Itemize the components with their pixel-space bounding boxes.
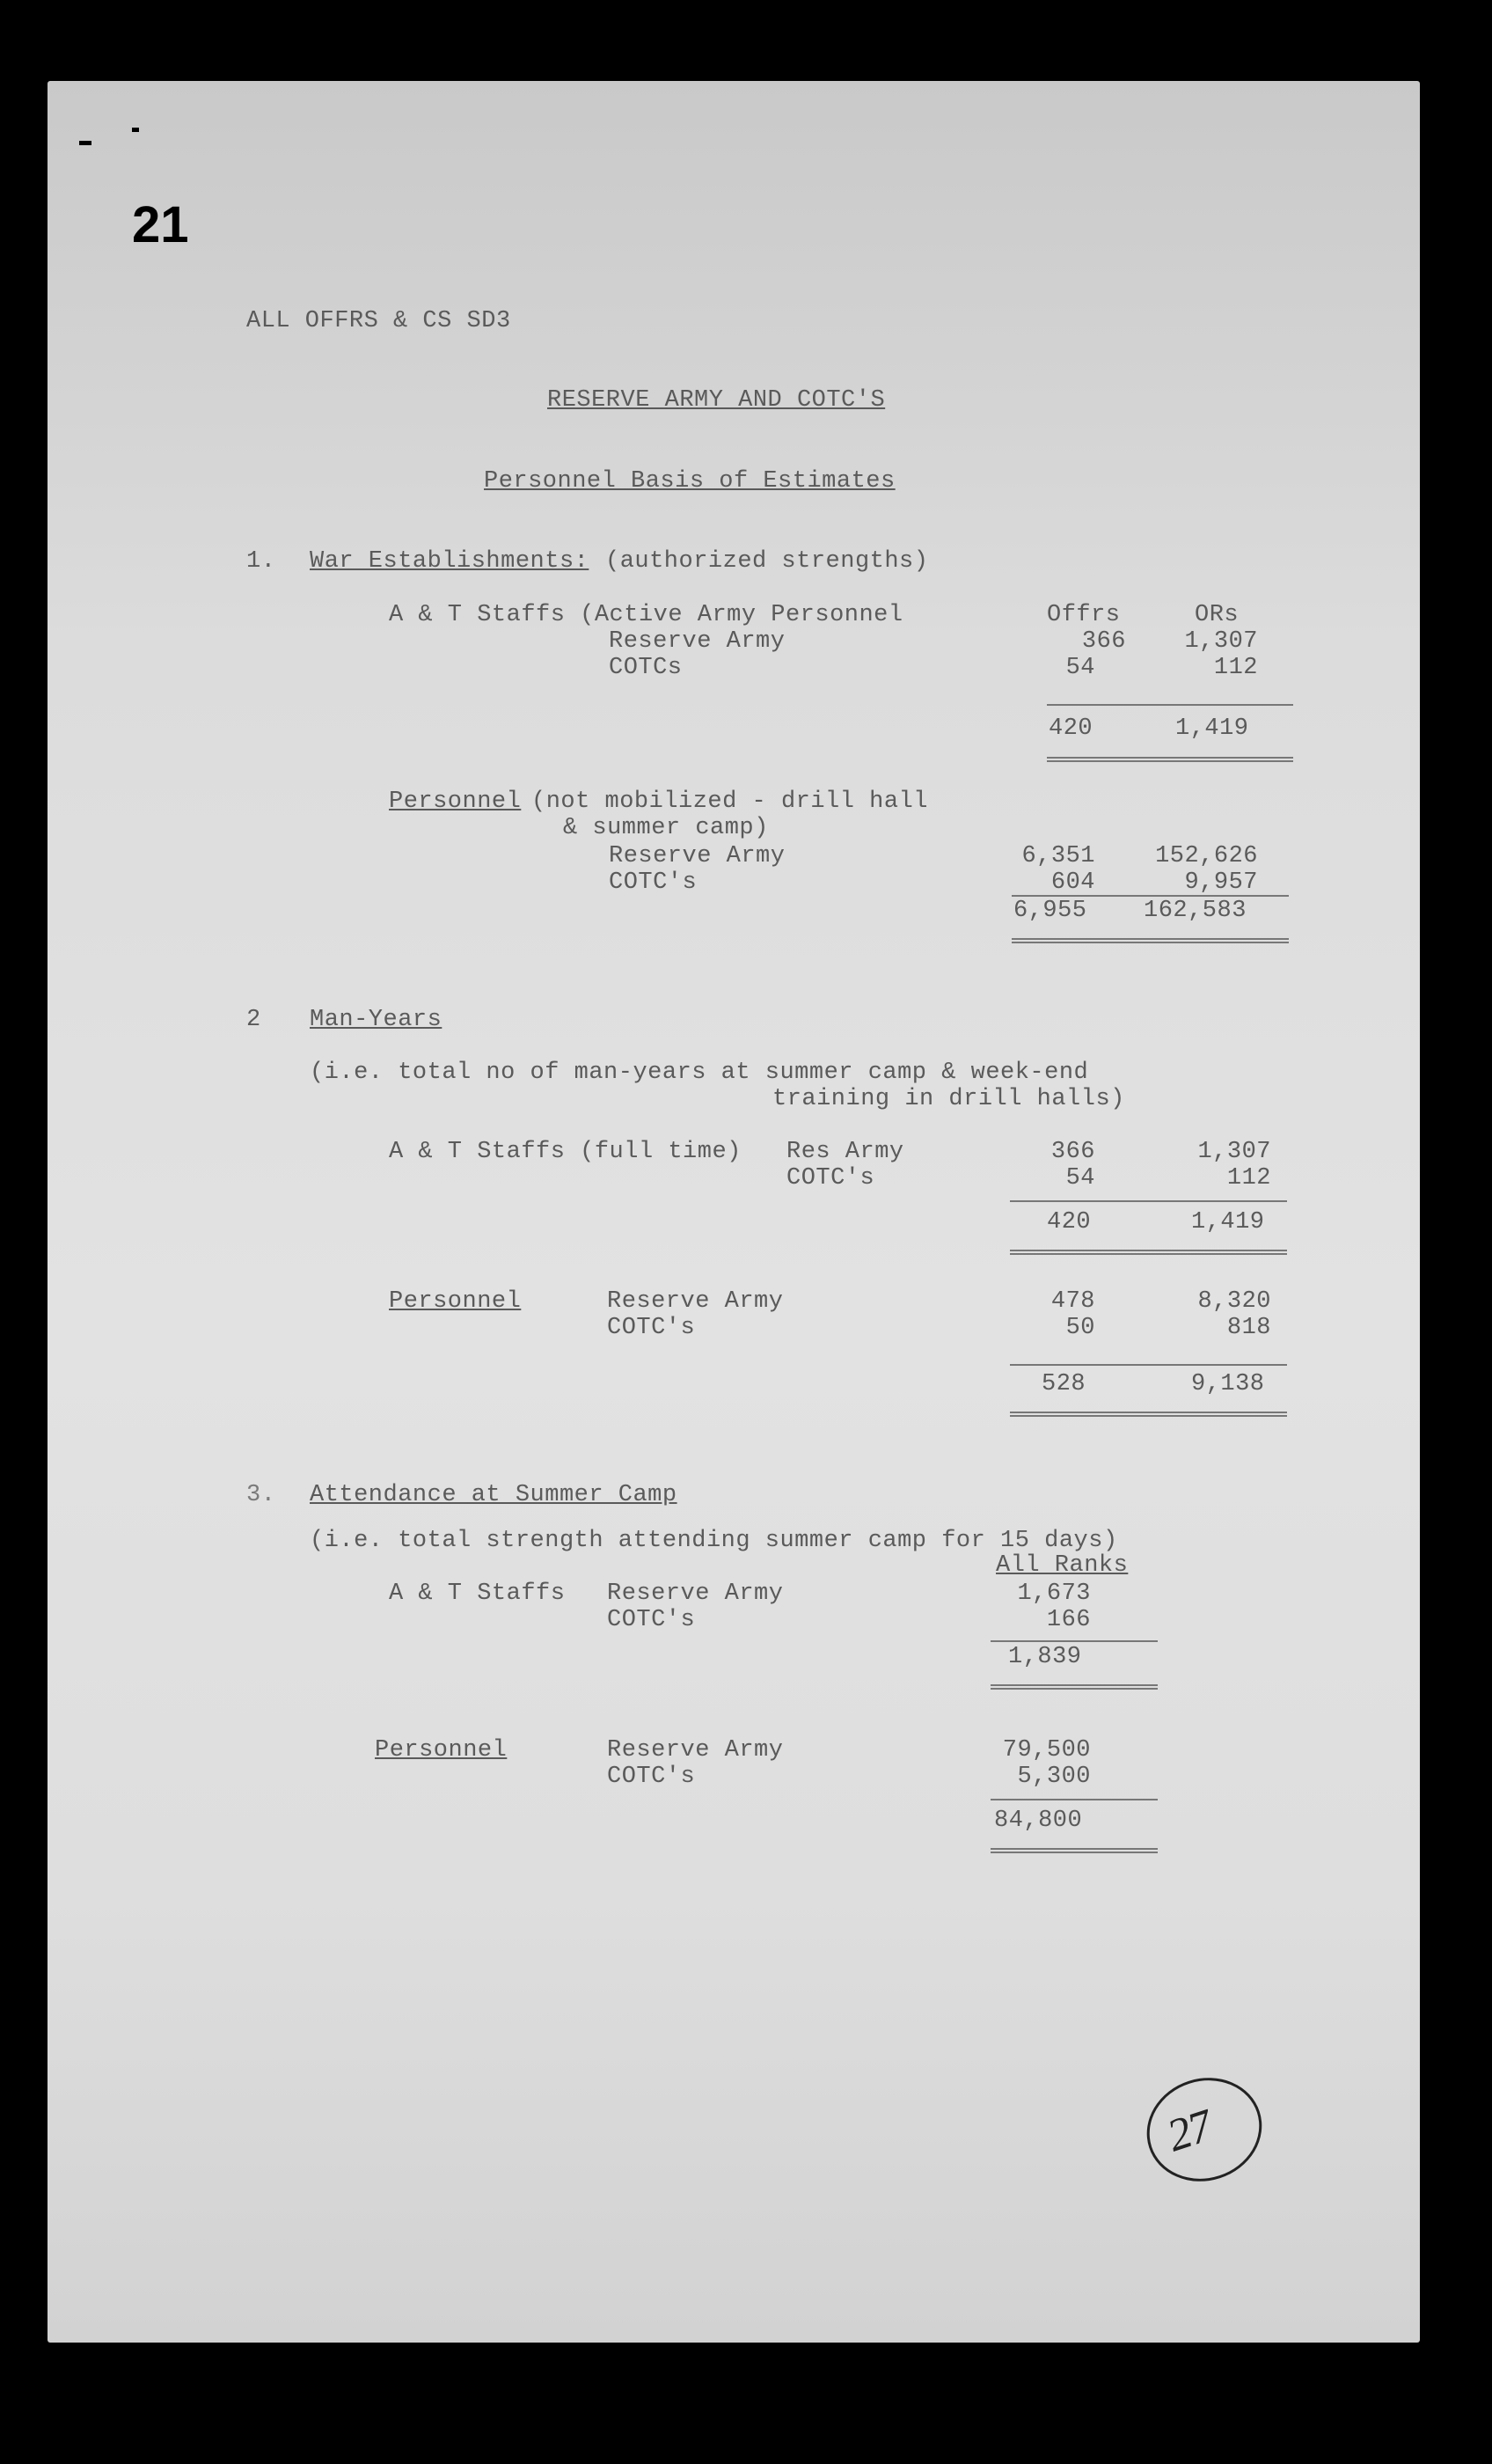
cell-officers: 54 [1065, 1165, 1095, 1192]
total-double-rule [1012, 938, 1289, 943]
row-label: Reserve Army [609, 843, 786, 869]
row-label: Reserve Army [609, 628, 786, 655]
total-officers: 420 [1047, 1209, 1092, 1236]
row-note: & summer camp) [563, 815, 769, 841]
total-all-ranks: 1,839 [1008, 1644, 1082, 1670]
cell-all-ranks: 79,500 [1002, 1737, 1091, 1764]
section-note: (i.e. total strength attending summer camp for 15 days) [310, 1528, 1118, 1554]
cell-officers: 604 [1050, 869, 1095, 896]
document-subtitle: Personnel Basis of Estimates [484, 468, 896, 495]
cell-other-ranks: 9,957 [1184, 869, 1258, 896]
total-double-rule [991, 1848, 1158, 1853]
column-header-officers: Offrs [1047, 602, 1121, 628]
row-label: A & T Staffs (full time) [389, 1139, 742, 1165]
cell-officers: 478 [1050, 1288, 1095, 1315]
total-double-rule [1010, 1412, 1287, 1417]
total-officers: 6,955 [1013, 898, 1087, 924]
row-label: Personnel [389, 1288, 522, 1315]
total-double-rule [1010, 1250, 1287, 1255]
row-label: A & T Staffs (Active Army Personnel [389, 602, 903, 628]
row-label: COTC's [609, 869, 698, 896]
row-label: COTC's [607, 1607, 696, 1633]
total-other-ranks: 162,583 [1144, 898, 1247, 924]
cell-all-ranks: 166 [1046, 1607, 1091, 1633]
film-speck [79, 141, 91, 145]
row-label: COTC's [607, 1764, 696, 1790]
cell-other-ranks: 112 [1213, 655, 1258, 681]
section-number: 2 [246, 1007, 261, 1033]
cell-all-ranks: 5,300 [1017, 1764, 1091, 1790]
sum-rule [991, 1799, 1158, 1800]
section-number: 1. [246, 548, 276, 575]
section-heading: Man-Years [310, 1007, 442, 1033]
cell-officers: 50 [1065, 1315, 1095, 1341]
sum-rule [1010, 1364, 1287, 1366]
row-label: Res Army [786, 1139, 904, 1165]
row-label: Reserve Army [607, 1737, 784, 1764]
sum-rule [1047, 704, 1293, 706]
section-note: (i.e. total no of man-years at summer camp & week-end [310, 1060, 1089, 1086]
row-note: (not mobilized - drill hall [531, 788, 928, 815]
section-number: 3. [246, 1482, 276, 1508]
row-label: Reserve Army [607, 1580, 784, 1607]
row-label: Personnel [389, 788, 522, 815]
row-label: Reserve Army [607, 1288, 784, 1315]
total-other-ranks: 1,419 [1191, 1209, 1265, 1236]
film-speck [132, 128, 139, 132]
sum-rule [991, 1640, 1158, 1642]
section-note: (authorized strengths) [605, 548, 929, 575]
row-label: COTC's [786, 1165, 875, 1192]
total-officers: 528 [1042, 1371, 1086, 1397]
section-note: training in drill halls) [772, 1086, 1125, 1112]
cell-all-ranks: 1,673 [1017, 1580, 1091, 1607]
stamp-number: 27 [1161, 2101, 1218, 2162]
corner-mark: 21 [132, 196, 189, 253]
cell-officers: 366 [1050, 1139, 1095, 1165]
total-officers: 420 [1049, 715, 1093, 742]
file-reference: ALL OFFRS & CS SD3 [246, 308, 511, 334]
total-other-ranks: 1,419 [1175, 715, 1249, 742]
section-heading: War Establishments: [310, 548, 589, 575]
cell-officers: 366 [1081, 628, 1126, 655]
cell-other-ranks: 8,320 [1197, 1288, 1271, 1315]
section-heading: Attendance at Summer Camp [310, 1482, 677, 1508]
cell-other-ranks: 112 [1226, 1165, 1271, 1192]
row-label: A & T Staffs [389, 1580, 566, 1607]
cell-other-ranks: 1,307 [1184, 628, 1258, 655]
cell-other-ranks: 152,626 [1155, 843, 1258, 869]
sum-rule [1010, 1200, 1287, 1202]
total-other-ranks: 9,138 [1191, 1371, 1265, 1397]
row-label: COTC's [607, 1315, 696, 1341]
total-all-ranks: 84,800 [994, 1808, 1083, 1834]
cell-officers: 6,351 [1021, 843, 1095, 869]
sum-rule [1012, 895, 1289, 897]
total-double-rule [1047, 757, 1293, 762]
total-double-rule [991, 1684, 1158, 1690]
cell-other-ranks: 818 [1226, 1315, 1271, 1341]
row-label: Personnel [375, 1737, 508, 1764]
cell-other-ranks: 1,307 [1197, 1139, 1271, 1165]
column-header-all-ranks: All Ranks [996, 1552, 1129, 1579]
row-label: COTCs [609, 655, 683, 681]
cell-officers: 54 [1065, 655, 1095, 681]
document-title: RESERVE ARMY AND COTC'S [547, 387, 886, 414]
column-header-other-ranks: ORs [1195, 602, 1240, 628]
